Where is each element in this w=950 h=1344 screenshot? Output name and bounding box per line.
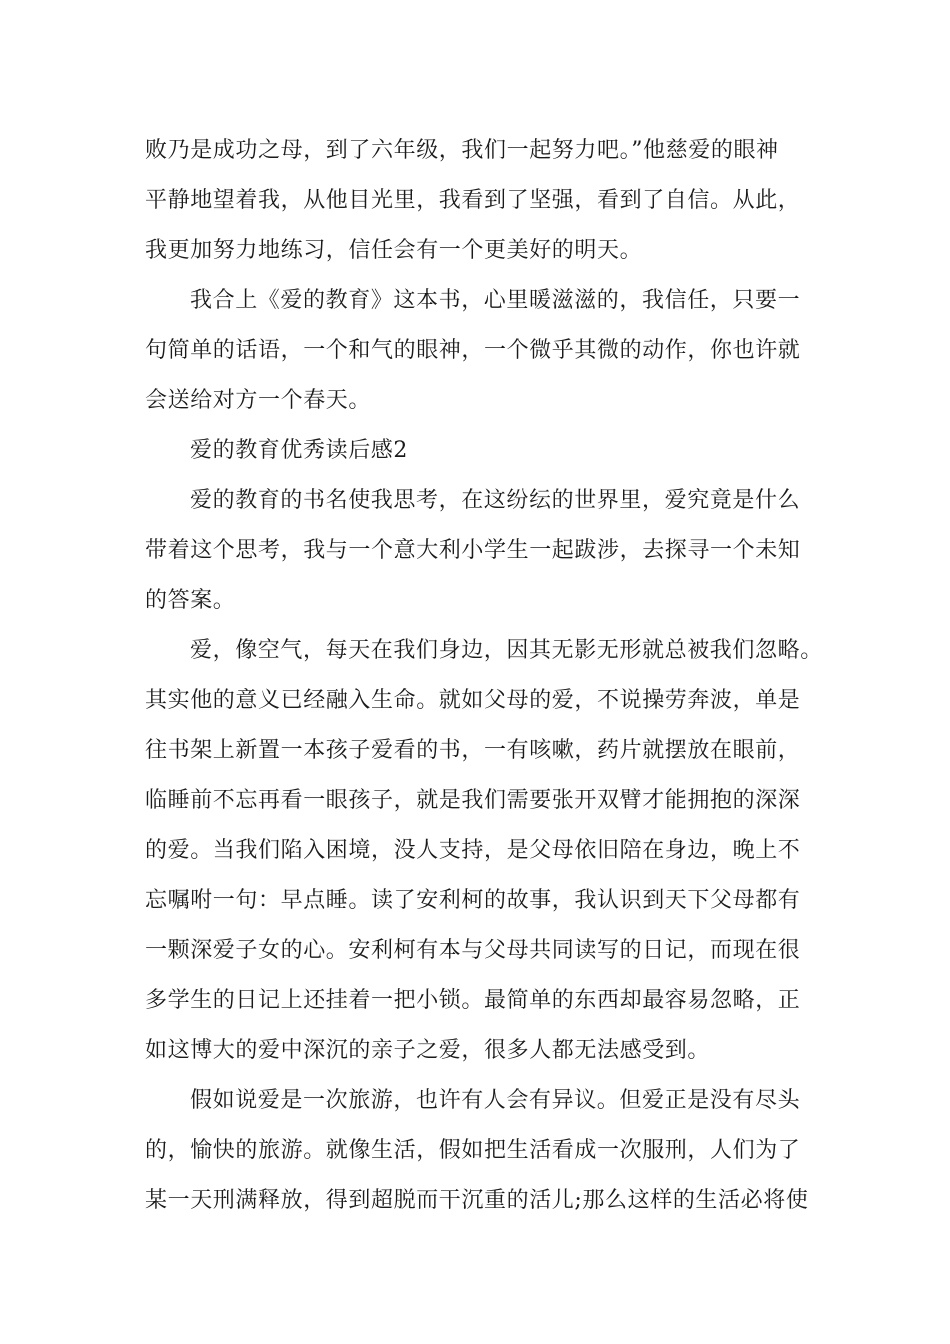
text-line: 句简单的话语，一个和气的眼神，一个微乎其微的动作，你也许就 xyxy=(145,338,801,363)
text-line: 我更加努力地练习，信任会有一个更美好的明天。 xyxy=(145,238,643,263)
text-line: 往书架上新置一本孩子爱看的书，一有咳嗽，药片就摆放在眼前， xyxy=(145,738,801,763)
text-line: 一颗深爱子女的心。安利柯有本与父母共同读写的日记，而现在很 xyxy=(145,938,801,963)
text-line: 某一天刑满释放，得到超脱而干沉重的活儿;那么这样的生活必将使 xyxy=(145,1188,809,1213)
text-line: 败乃是成功之母，到了六年级，我们一起努力吧。”他慈爱的眼神 xyxy=(145,138,779,163)
text-line: 其实他的意义已经融入生命。就如父母的爱，不说操劳奔波，单是 xyxy=(145,688,801,713)
text-line: 忘嘱咐一句：早点睡。读了安利柯的故事，我认识到天下父母都有 xyxy=(145,888,801,913)
text-line: 会送给对方一个春天。 xyxy=(145,388,372,413)
text-line: 多学生的日记上还挂着一把小锁。最简单的东西却最容易忽略，正 xyxy=(145,988,801,1013)
paragraph-first-line: 爱的教育的书名使我思考，在这纷纭的世界里，爱究竟是什么 xyxy=(190,488,801,513)
paragraph-first-line: 我合上《爱的教育》这本书，心里暖滋滋的，我信任，只要一 xyxy=(190,288,801,313)
text-line: 如这博大的爱中深沉的亲子之爱，很多人都无法感受到。 xyxy=(145,1038,711,1063)
paragraph-first-line: 假如说爱是一次旅游，也许有人会有异议。但爱正是没有尽头 xyxy=(190,1088,801,1113)
text-line: 平静地望着我，从他目光里，我看到了坚强，看到了自信。从此， xyxy=(145,188,801,213)
text-line: 的答案。 xyxy=(145,588,236,613)
text-line: 的，愉快的旅游。就像生活，假如把生活看成一次服刑，人们为了 xyxy=(145,1138,801,1163)
text-line: 的爱。当我们陷入困境，没人支持，是父母依旧陪在身边，晚上不 xyxy=(145,838,801,863)
section-heading: 爱的教育优秀读后感2 xyxy=(190,438,408,463)
text-line: 带着这个思考，我与一个意大利小学生一起跋涉，去探寻一个未知 xyxy=(145,538,801,563)
text-line: 临睡前不忘再看一眼孩子，就是我们需要张开双臂才能拥抱的深深 xyxy=(145,788,801,813)
paragraph-first-line: 爱，像空气，每天在我们身边，因其无影无形就总被我们忽略。 xyxy=(190,638,823,663)
